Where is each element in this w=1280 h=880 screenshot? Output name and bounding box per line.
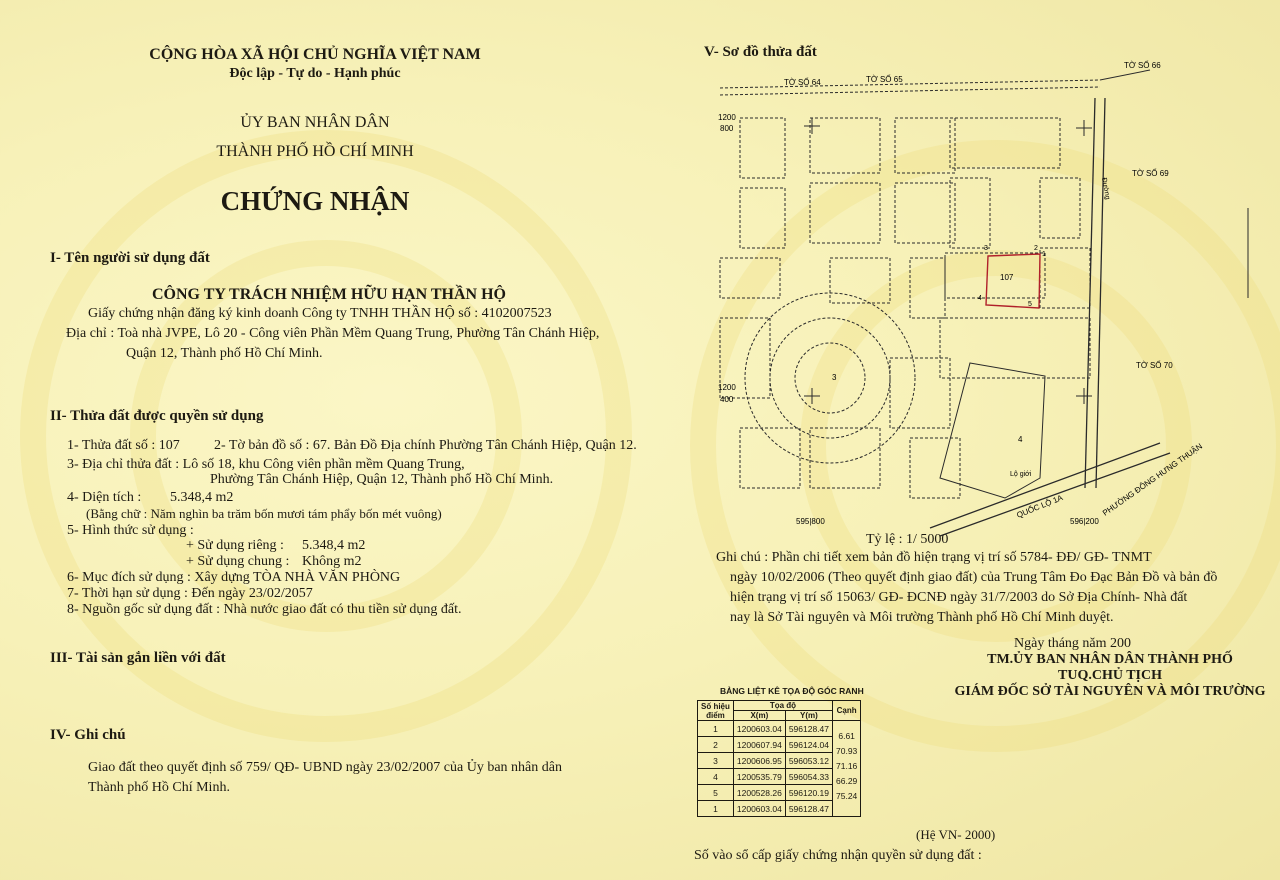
edge-value: 70.93	[836, 746, 858, 756]
header-point: Số hiệu điểm	[698, 701, 734, 721]
lot-4-label: 4	[1018, 435, 1023, 444]
vertex-4: 4	[978, 295, 982, 302]
parcel-address-1: 3- Địa chỉ thửa đất : Lô số 18, khu Công viên phần mềm Quang Trung,	[67, 457, 465, 472]
table-cell: 1200606.95	[733, 753, 785, 769]
shared-use-label: + Sử dụng chung :	[186, 554, 290, 569]
map-streets	[720, 70, 1150, 498]
section-4-heading: IV- Ghi chú	[50, 727, 126, 743]
table-cell: 1200528.26	[733, 785, 785, 801]
map-note-1: Ghi chú : Phần chi tiết xem bản đồ hiện trạng vị trí số 5784- ĐĐ/ GĐ- TNMT	[716, 550, 1152, 565]
note-line-2: Thành phố Hồ Chí Minh.	[88, 780, 230, 795]
edge-value: 75.24	[836, 791, 858, 801]
table-cell: 596053.12	[785, 753, 832, 769]
vertex-1: 1	[1042, 251, 1046, 258]
private-use-value: 5.348,4 m2	[302, 538, 366, 553]
grid-label-b-top: 1200	[718, 383, 736, 392]
table-cell: 1200607.94	[733, 737, 785, 753]
section-1-heading: I- Tên người sử dụng đất	[50, 250, 210, 266]
edge-value: 71.16	[836, 761, 858, 771]
ward-label: PHƯỜNG ĐÔNG HƯNG THUẬN	[1100, 441, 1205, 518]
usage-term: 7- Thời hạn sử dụng : Đến ngày 23/02/2057	[67, 586, 313, 601]
map-note-2: ngày 10/02/2006 (Theo quyết định giao đất) của Trung Tâm Đo Đạc Bản Đồ và bản đồ	[730, 570, 1218, 585]
section-5-heading: V- Sơ đồ thửa đất	[704, 44, 817, 60]
grid-label-d: 596|200	[1070, 517, 1099, 526]
label-sheet-66: TỜ SỐ 66	[1124, 61, 1161, 70]
header-edge: Cạnh	[833, 701, 861, 721]
edge-value: 66.29	[836, 776, 858, 786]
label-sheet-65: TỜ SỐ 65	[866, 75, 903, 84]
table-cell: 596120.19	[785, 785, 832, 801]
coords-table-title: BẢNG LIỆT KÊ TỌA ĐỘ GÓC RANH	[720, 686, 864, 696]
parcel-number: 1- Thửa đất số : 107	[67, 438, 180, 453]
parcel-map	[700, 58, 1260, 538]
country-name: CỘNG HÒA XÃ HỘI CHỦ NGHĨA VIỆT NAM	[149, 46, 481, 63]
table-cell: 4	[698, 769, 734, 785]
company-name: CÔNG TY TRÁCH NHIỆM HỮU HẠN THẦN HỘ	[152, 286, 506, 303]
header-y: Y(m)	[785, 711, 832, 721]
lot-3-label: 3	[832, 373, 837, 382]
vertex-3: 3	[984, 245, 988, 252]
table-cell: 1200603.04	[733, 721, 785, 737]
table-cell: 1	[698, 721, 734, 737]
coords-table	[697, 700, 861, 817]
area-in-words: (Bằng chữ : Năm nghìn ba trăm bốn mươi tám phẩy bốn mét vuông)	[86, 506, 442, 521]
coords-table-wrapper	[697, 700, 861, 817]
authority-line-1: ỦY BAN NHÂN DÂN	[240, 114, 390, 131]
note-line-1: Giao đất theo quyết định số 759/ QĐ- UBND ngày 23/02/2007 của Ủy ban nhân dân	[88, 760, 562, 775]
coordinate-system: (Hệ VN- 2000)	[916, 827, 996, 842]
signature-line-1: TM.ỦY BAN NHÂN DÂN THÀNH PHỐ	[987, 652, 1233, 667]
map-note-3: hiện trạng vị trí số 15063/ GĐ- ĐCNĐ ngày 31/7/2003 do Sở Địa Chính- Nhà đất	[730, 590, 1188, 605]
grid-label-c: 595|800	[796, 517, 825, 526]
edge-value: 6.61	[838, 731, 855, 741]
table-cell: 1	[698, 801, 734, 817]
table-cell: 1200535.79	[733, 769, 785, 785]
grid-label-a-top: 1200	[718, 113, 736, 122]
table-cell: 596054.33	[785, 769, 832, 785]
vertex-5: 5	[1028, 301, 1032, 308]
map-sheet: 2- Tờ bản đồ số : 67. Bản Đồ Địa chính Phường Tân Chánh Hiệp, Quận 12.	[214, 438, 637, 453]
signature-line-3: GIÁM ĐỐC SỞ TÀI NGUYÊN VÀ MÔI TRƯỜNG	[954, 684, 1266, 699]
signature-date: Ngày tháng năm 200	[1014, 636, 1132, 651]
land-origin: 8- Nguồn gốc sử dụng đất : Nhà nước giao đất có thu tiền sử dụng đất.	[67, 602, 462, 617]
street-label: Đường	[1100, 177, 1111, 201]
register-number: Số vào sổ cấp giấy chứng nhận quyền sử dụng đất :	[694, 848, 982, 863]
highway-label: QUỐC LỘ 1A	[1015, 493, 1065, 520]
private-use-label: + Sử dụng riêng :	[186, 538, 284, 553]
grid-label-a-bottom: 800	[720, 124, 734, 133]
table-cell: 1200603.04	[733, 801, 785, 817]
header-x: X(m)	[733, 711, 785, 721]
usage-form: 5- Hình thức sử dụng :	[67, 523, 194, 538]
shared-use-value: Không m2	[302, 554, 362, 569]
label-sheet-64: TỜ SỐ 64	[784, 78, 821, 87]
section-2-heading: II- Thửa đất được quyền sử dụng	[50, 408, 264, 424]
table-cell: 5	[698, 785, 734, 801]
table-cell: 3	[698, 753, 734, 769]
business-license: Giấy chứng nhận đăng ký kinh doanh Công ty TNHH THẦN HỘ số : 4102007523	[88, 306, 552, 321]
label-sheet-69: TỜ SỐ 69	[1132, 169, 1169, 178]
company-address-2: Quận 12, Thành phố Hồ Chí Minh.	[126, 346, 323, 361]
page-title: CHỨNG NHẬN	[220, 186, 410, 216]
map-scale: Tỷ lệ : 1/ 5000	[866, 532, 949, 547]
area-label: 4- Diện tích :	[67, 490, 142, 505]
signature-line-2: TUQ.CHỦ TỊCH	[1058, 668, 1162, 683]
map-note-4: nay là Sở Tài nguyên và Môi trường Thành phố Hồ Chí Minh duyệt.	[730, 610, 1114, 625]
label-sheet-70: TỜ SỐ 70	[1136, 361, 1173, 370]
motto: Độc lập - Tự do - Hạnh phúc	[229, 66, 401, 81]
grid-label-b-bottom: 400	[720, 395, 734, 404]
setback-label: Lộ giới	[1010, 471, 1032, 478]
vertex-2: 2	[1034, 245, 1038, 252]
parcel-number-label: 107	[1000, 273, 1014, 282]
area-value: 5.348,4 m2	[170, 490, 234, 505]
table-cell: 596128.47	[785, 801, 832, 817]
authority-line-2: THÀNH PHỐ HỒ CHÍ MINH	[216, 143, 414, 160]
usage-purpose: 6- Mục đích sử dụng : Xây dựng TÒA NHÀ VĂN PHÒNG	[67, 570, 401, 585]
company-address-1: Địa chỉ : Toà nhà JVPE, Lô 20 - Công viên Phần Mềm Quang Trung, Phường Tân Chánh Hiệp,	[66, 326, 600, 341]
parcel-address-2: Phường Tân Chánh Hiệp, Quận 12, Thành phố Hồ Chí Minh.	[210, 472, 554, 487]
table-cell: 596124.04	[785, 737, 832, 753]
table-cell: 2	[698, 737, 734, 753]
table-cell: 596128.47	[785, 721, 832, 737]
header-coord: Tọa độ	[733, 701, 832, 711]
section-3-heading: III- Tài sản gắn liền với đất	[50, 650, 226, 666]
